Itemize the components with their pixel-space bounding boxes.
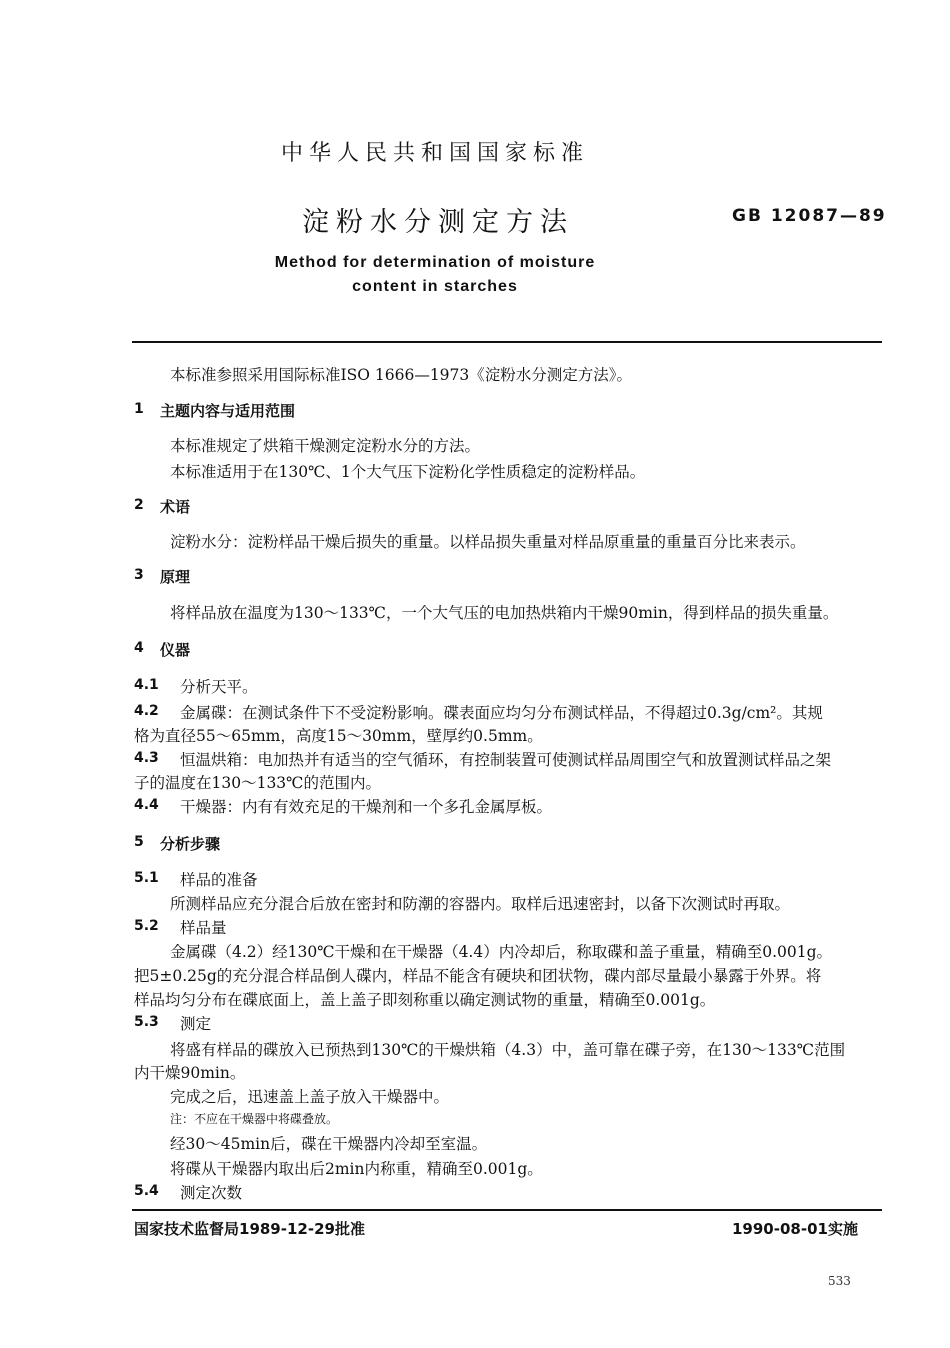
- section-3-paragraph-1: 将样品放在温度为130～133℃，一个大气压的电加热烘箱内干燥90min，得到样品的损失重量。: [170, 604, 839, 622]
- section-5-3-line-4: 经30～45min后，碟在干燥器内冷却至室温。: [170, 1135, 488, 1153]
- section-4-1-text: 分析天平。: [180, 678, 258, 696]
- approval-line: 国家技术监督局1989-12-29批准: [134, 1220, 365, 1238]
- section-4-4-number: 4.4: [134, 797, 159, 813]
- section-5-1-title: 样品的准备: [180, 871, 258, 889]
- section-4-3-number: 4.3: [134, 750, 159, 766]
- section-5-3-line-3: 完成之后，迅速盖上盖子放入干燥器中。: [170, 1088, 450, 1106]
- section-4-1-number: 4.1: [134, 677, 159, 693]
- section-5-1-text: 所测样品应充分混合后放在密封和防潮的容器内。取样后迅速密封，以备下次测试时再取。: [170, 895, 791, 913]
- section-1-paragraph-1: 本标准规定了烘箱干燥测定淀粉水分的方法。: [170, 437, 481, 455]
- document-title-en-line2: content in starches: [352, 278, 518, 295]
- section-1-number: 1: [134, 401, 144, 417]
- section-5-3-number: 5.3: [134, 1014, 159, 1030]
- implementation-line: 1990-08-01实施: [732, 1220, 858, 1238]
- section-5-3-line-1: 将盛有样品的碟放入已预热到130℃的干燥烘箱（4.3）中，盖可靠在碟子旁，在130～133℃范围: [170, 1041, 846, 1059]
- section-5-2-line-1: 金属碟（4.2）经130℃干燥和在干燥器（4.4）内冷却后，称取碟和盖子重量，精确至0.001g。: [170, 943, 833, 961]
- section-5-1-number: 5.1: [134, 870, 159, 886]
- section-4-number: 4: [134, 640, 144, 656]
- section-5-2-line-3: 样品均匀分布在碟底面上，盖上盖子即刻称重以确定测试物的重量，精确至0.001g。: [134, 991, 716, 1009]
- section-4-2-line-2: 格为直径55～65mm，高度15～30mm，壁厚约0.5mm。: [134, 727, 543, 745]
- document-title-en-line1: Method for determination of moisture: [274, 254, 596, 271]
- section-5-2-title: 样品量: [180, 919, 227, 937]
- intro-paragraph: 本标准参照采用国际标准ISO 1666—1973《淀粉水分测定方法》。: [170, 366, 633, 384]
- section-5-title: 分析步骤: [160, 835, 221, 853]
- footer-rule: [132, 1209, 882, 1211]
- section-2-number: 2: [134, 497, 144, 513]
- section-4-title: 仪器: [160, 641, 191, 659]
- national-standard-heading: 中华人民共和国国家标准: [280, 141, 589, 166]
- section-2-paragraph-1: 淀粉水分：淀粉样品干燥后损失的重量。以样品损失重量对样品原重量的重量百分比来表示。: [170, 533, 806, 551]
- section-4-3-line-2: 子的温度在130～133℃的范围内。: [134, 774, 382, 792]
- section-5-2-number: 5.2: [134, 918, 159, 934]
- section-5-3-title: 测定: [180, 1015, 212, 1033]
- section-4-3-line-1: 恒温烘箱：电加热并有适当的空气循环，有控制装置可使测试样品周围空气和放置测试样品之架: [180, 751, 832, 769]
- section-4-2-number: 4.2: [134, 703, 159, 719]
- section-3-number: 3: [134, 567, 144, 583]
- section-5-3-note: 注：不应在干燥器中将碟叠放。: [170, 1112, 339, 1126]
- standard-code: GB 12087—89: [732, 206, 887, 226]
- section-3-title: 原理: [160, 568, 191, 586]
- section-5-4-number: 5.4: [134, 1183, 159, 1199]
- section-1-title: 主题内容与适用范围: [160, 402, 296, 420]
- header-rule: [132, 341, 882, 343]
- section-1-paragraph-2: 本标准适用于在130℃、1个大气压下淀粉化学性质稳定的淀粉样品。: [170, 463, 646, 481]
- page-number: 533: [828, 1274, 851, 1288]
- section-5-2-line-2: 把5±0.25g的充分混合样品倒人碟内，样品不能含有硬块和团状物，碟内部尽量最小暴露于外界。将: [134, 967, 822, 985]
- section-5-3-line-5: 将碟从干燥器内取出后2min内称重，精确至0.001g。: [170, 1160, 543, 1178]
- section-4-4-text: 干燥器：内有有效充足的干燥剂和一个多孔金属厚板。: [180, 798, 553, 816]
- section-5-3-line-2: 内干燥90min。: [134, 1064, 246, 1082]
- section-5-number: 5: [134, 834, 144, 850]
- section-2-title: 术语: [160, 498, 191, 516]
- section-4-2-line-1: 金属碟：在测试条件下不受淀粉影响。碟表面应均匀分布测试样品，不得超过0.3g/cm²。其规: [180, 704, 823, 722]
- section-5-4-title: 测定次数: [180, 1184, 243, 1202]
- document-title-cn: 淀粉水分测定方法: [302, 207, 574, 238]
